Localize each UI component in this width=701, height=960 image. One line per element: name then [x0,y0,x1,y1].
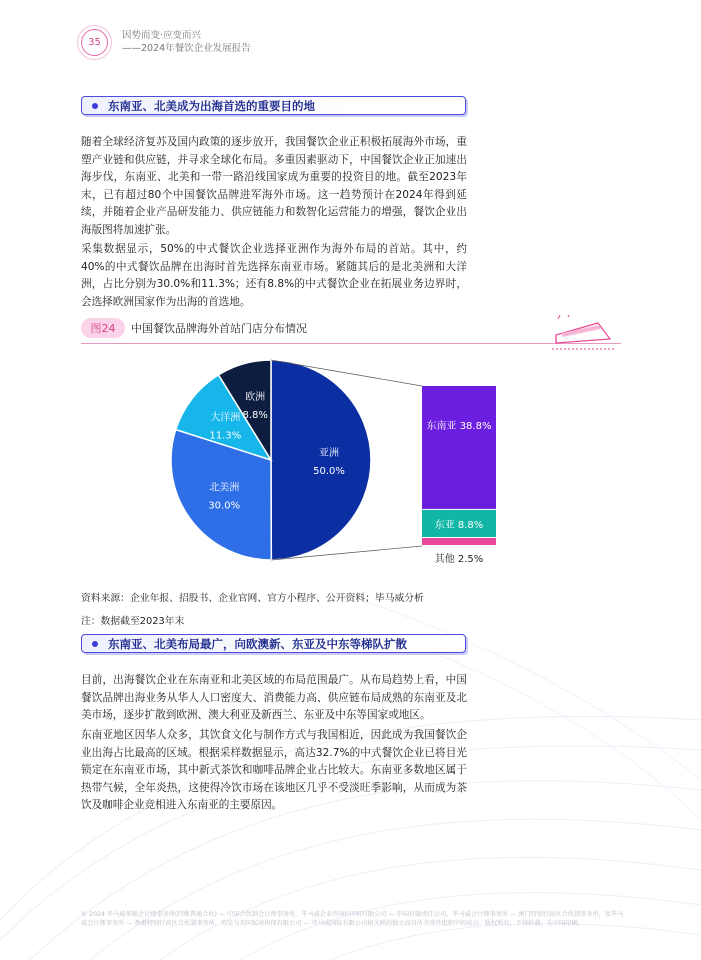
figure-note: 注：数据截至2023年末 [81,616,185,627]
pie-label-value: 11.3% [209,430,242,442]
page-number: 35 [81,29,108,56]
pie-label-name: 亚洲 [318,447,339,459]
breakdown-label-1: 东亚 8.8% [434,519,484,531]
section-heading-1-text: 东南亚、北美成为出海首选的重要目的地 [108,98,315,113]
bullet-icon [92,103,98,109]
header-title: 因势而变·应变而兴 [122,30,202,41]
breakdown-segment-2 [422,538,496,545]
pie-label-value: 8.8% [242,410,268,422]
section2-paragraph-1: 目前，出海餐饮企业在东南亚和北美区域的布局范围最广。从布局趋势上看，中国餐饮品牌出海业务从华人人口密度大、消费能力高、供应链布局成熟的东南亚及北美市场，逐步扩散到欧洲、澳大利亚及新西兰、东亚及中东等国家或地区。 [81,674,467,722]
decor-cake-icon [548,315,620,355]
bullet-icon [92,641,98,647]
pie-label-value: 50.0% [313,465,345,477]
pie-label-name: 欧洲 [245,392,266,404]
figure-title: 中国餐饮品牌海外首站门店分布情况 [131,322,307,335]
breakdown-segment-0 [422,386,496,509]
pie-label-value: 30.0% [208,500,241,512]
breakdown-label-2: 其他 2.5% [434,554,484,565]
header-subtitle: ——2024年餐饮企业发展报告 [122,43,251,54]
pie-slice-0 [271,360,371,560]
section2-paragraph-2: 东南亚地区因华人众多，其饮食文化与制作方式与我国相近，因此成为我国餐饮企业出海占比最高的区域。根据采样数据显示，高达32.7%的中式餐饮企业已将目光锁定在东南亚市场，其中新式茶饮和咖啡品牌企业占比较大。东南亚多数地区属于热带气候，全年炎热，这使得冷饮市场在该地区几乎不受淡旺季影响，从而成为茶饮及咖啡企业竞相进入东南亚的主要原因。 [81,729,467,812]
section-heading-2 [81,634,466,653]
copyright-footer: © 2024 毕马威华振会计师事务所(特殊普通合伙) — 中国合伙制会计师事务所，毕马威企业咨询(中国)有限公司 — 中国有限责任公司，毕马威会计师事务所 — 澳门特别行政区合伙制事务所，及毕马威会计师事务所 — 香港特别行政区合伙制事务所，均是与英国私营担保有限公司 — 毕马威国际有限公司相关联的独立成员所全球性组织中的成员。版权所有，不得转载。在中国印刷。 [81,911,624,927]
section-heading-1 [81,96,466,115]
pie-label-name: 北美洲 [209,482,240,494]
section-heading-2-text: 东南亚、北美布局最广，向欧澳新、东亚及中东等梯队扩散 [108,636,407,651]
figure-source: 资料来源：企业年报、招股书、企业官网、官方小程序、公开资料；毕马威分析 [81,593,424,604]
figure-rule [81,343,621,344]
pie-label-name: 大洋洲 [210,412,241,424]
report-header [122,29,251,55]
breakdown-bar [422,386,496,565]
chart-pie-of-pie [81,350,621,570]
figure-label: 图24 [81,318,125,338]
pie-slices [171,360,371,560]
breakdown-label-0: 东南亚 38.8% [426,421,492,432]
section1-paragraph-2: 采集数据显示，50%的中式餐饮企业选择亚洲作为海外布局的首站。其中，约40%的中式餐饮品牌在出海时首先选择东南亚市场。紧随其后的是北美洲和大洋洲，占比分别为30.0%和11.3%；还有8.8%的中式餐饮企业在拓展业务边界时，会选择欧洲国家作为出海的首选地。 [81,243,467,308]
section1-paragraph-1: 随着全球经济复苏及国内政策的逐步放开，我国餐饮企业正积极拓展海外市场，重塑产业链和供应链，并寻求全球化布局。多重因素驱动下，中国餐饮企业正加速出海步伐，东南亚、北美和一带一路沿线国家成为重要的投资目的地。截至2023年末，已有超过80个中国餐饮品牌进军海外市场。这一趋势预计在2024年得到延续，并随着企业产品研发能力、供应链能力和数智化运营能力的增强，餐饮企业出海版图将加速扩张。 [81,136,467,236]
